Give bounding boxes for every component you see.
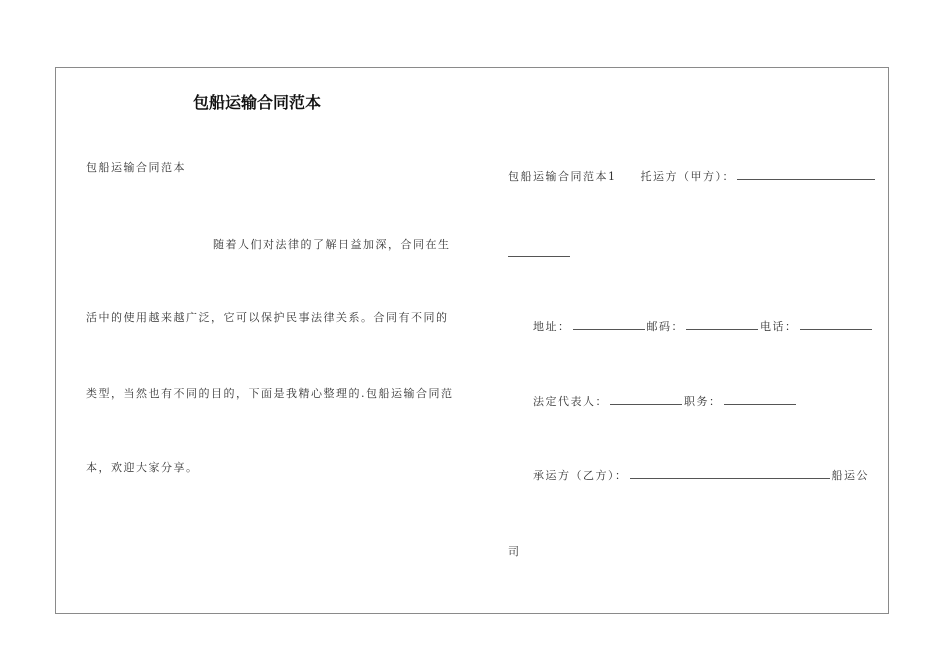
party-b-blank <box>630 467 830 479</box>
party-a-label: 托运方（甲方）： <box>640 170 735 183</box>
party-a-blank-continued <box>508 242 570 261</box>
intro-line-1: 随着人们对法律的了解日益加深，合同在生 <box>213 238 451 251</box>
intro-line-2: 活中的使用越来越广泛，它可以保护民事法律关系。合同有不同的 <box>86 311 449 324</box>
company-suffix-continued: 司 <box>508 545 521 558</box>
intro-line-4: 本，欢迎大家分享。 <box>86 461 199 474</box>
party-b-label: 承运方（乙方）： <box>533 469 628 482</box>
legal-rep-blank <box>610 393 682 405</box>
intro-line-3: 类型，当然也有不同的目的，下面是我精心整理的.包船运输合同范 <box>86 387 454 400</box>
postcode-label: 邮码： <box>646 320 684 333</box>
party-b-line <box>533 467 869 483</box>
contract-heading: 包船运输合同范本1 <box>508 170 617 183</box>
phone-blank <box>800 318 872 330</box>
document-subtitle: 包船运输合同范本 <box>86 161 186 174</box>
position-label: 职务： <box>684 395 722 408</box>
address-line <box>533 318 874 334</box>
postcode-blank <box>686 318 758 330</box>
legal-rep-line <box>533 393 798 409</box>
legal-rep-label: 法定代表人： <box>533 395 608 408</box>
position-blank <box>724 393 796 405</box>
company-suffix: 船运公 <box>831 469 869 482</box>
address-blank <box>573 318 645 330</box>
phone-label: 电话： <box>760 320 798 333</box>
address-label: 地址： <box>533 320 571 333</box>
party-a-blank <box>737 168 875 180</box>
page-frame <box>55 67 889 614</box>
contract-heading-line <box>508 168 877 184</box>
document-title: 包船运输合同范本 <box>193 93 322 112</box>
